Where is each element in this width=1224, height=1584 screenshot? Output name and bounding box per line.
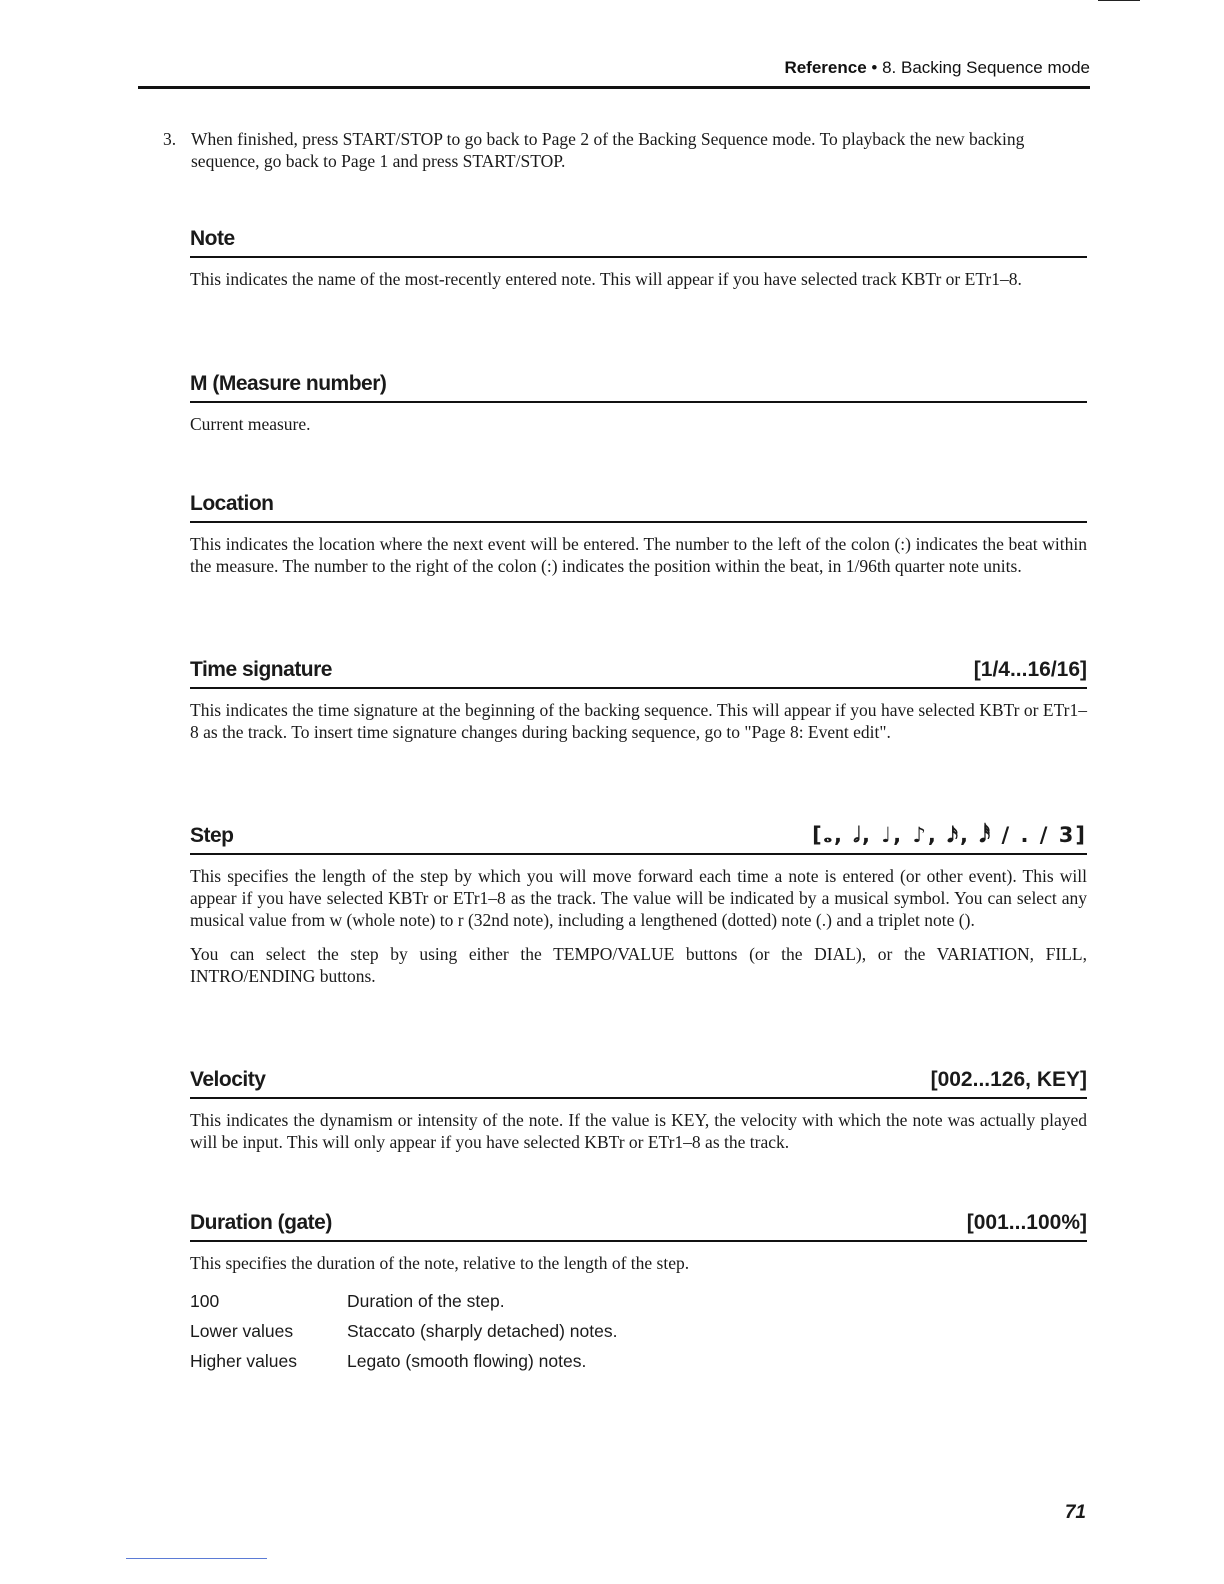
page-number: 71 — [1064, 1502, 1086, 1523]
corner-mark — [1098, 0, 1140, 1]
section-paragraph: This indicates the name of the most-recently entered note. This will appear if you have selected track KBTr or ETr1–8. — [190, 269, 1022, 289]
step-number: 3. — [163, 129, 177, 149]
section-title: Step — [190, 824, 234, 847]
header-reference: Reference — [784, 58, 867, 77]
section-rule — [190, 853, 1087, 855]
table-desc: Legato (smooth flowing) notes. — [347, 1350, 587, 1371]
step-note-values: [𝅝, 𝅗𝅥, ♩, ♪, 𝅘𝅥𝅯, 𝅘𝅥𝅰 / . / 3] — [812, 823, 1087, 847]
table-row — [190, 1346, 1087, 1376]
section-rule — [190, 1097, 1087, 1099]
section-paragraph: You can select the step by using either the TEMPO/VALUE buttons (or the DIAL), or the VARIATION, FILL, INTRO/ENDING buttons. — [190, 944, 1087, 986]
section-paragraph: This specifies the length of the step by which you will move forward each time a note is entered (or other event). This will appear if you have selected KBTr or ETr1–8 as the track. The value will be indicated by a musical symbol. You can select any musical value from w (whole note) to r (32nd note), including a lengthened (dotted) note (.) and a triplet note (). — [190, 866, 1087, 930]
step-text: When finished, press START/STOP to go back to Page 2 of the Backing Sequence mode. To playback the new backing sequence, go back to Page 1 and press START/STOP. — [191, 129, 1025, 171]
footer-link-line — [126, 1558, 267, 1559]
table-value: Lower values — [190, 1320, 294, 1341]
header-bullet: • — [871, 58, 878, 77]
section-title: M (Measure number) — [190, 372, 387, 395]
section-rule — [190, 401, 1087, 403]
section-range: [1/4...16/16] — [973, 658, 1087, 681]
running-header — [140, 58, 1090, 78]
section-range: [001...100%] — [966, 1211, 1087, 1234]
table-row — [190, 1316, 1087, 1346]
section-rule — [190, 521, 1087, 523]
section-step — [190, 818, 1087, 987]
header-section: 8. Backing Sequence mode — [882, 58, 1090, 77]
section-measure-number — [190, 366, 1087, 435]
section-paragraph: This specifies the duration of the note, relative to the length of the step. — [190, 1253, 690, 1273]
header-rule — [138, 86, 1090, 89]
table-value: 100 — [190, 1290, 220, 1311]
table-desc: Staccato (sharply detached) notes. — [347, 1320, 618, 1341]
duration-table — [190, 1286, 1087, 1376]
section-title: Note — [190, 227, 235, 250]
section-note — [190, 221, 1087, 290]
section-rule — [190, 687, 1087, 689]
section-paragraph: This indicates the location where the next event will be entered. The number to the left of the colon (:) indicates the beat within the measure. The number to the right of the colon (:) indicates the position within the beat, in 1/96th quarter note units. — [190, 534, 1087, 576]
step-3-item — [163, 128, 1088, 172]
section-paragraph: Current measure. — [190, 414, 311, 434]
section-rule — [190, 256, 1087, 258]
section-time-signature — [190, 652, 1087, 743]
section-paragraph: This indicates the time signature at the beginning of the backing sequence. This will appear if you have selected KBTr or ETr1–8 as the track. To insert time signature changes during backing sequence, go to "Page 8: Event edit". — [190, 700, 1087, 742]
section-rule — [190, 1240, 1087, 1242]
section-velocity — [190, 1062, 1087, 1153]
section-paragraph: This indicates the dynamism or intensity of the note. If the value is KEY, the velocity with which the note was actually played will be input. This will only appear if you have selected KBTr or ETr1–8 as the track. — [190, 1110, 1087, 1152]
section-range: [002...126, KEY] — [930, 1068, 1087, 1091]
table-row — [190, 1286, 1087, 1316]
section-title: Location — [190, 492, 274, 515]
table-desc: Duration of the step. — [347, 1290, 505, 1311]
section-title: Velocity — [190, 1068, 266, 1091]
section-title: Time signature — [190, 658, 332, 681]
table-value: Higher values — [190, 1350, 297, 1371]
section-duration-gate — [190, 1205, 1087, 1376]
section-title: Duration (gate) — [190, 1211, 332, 1234]
section-location — [190, 486, 1087, 577]
